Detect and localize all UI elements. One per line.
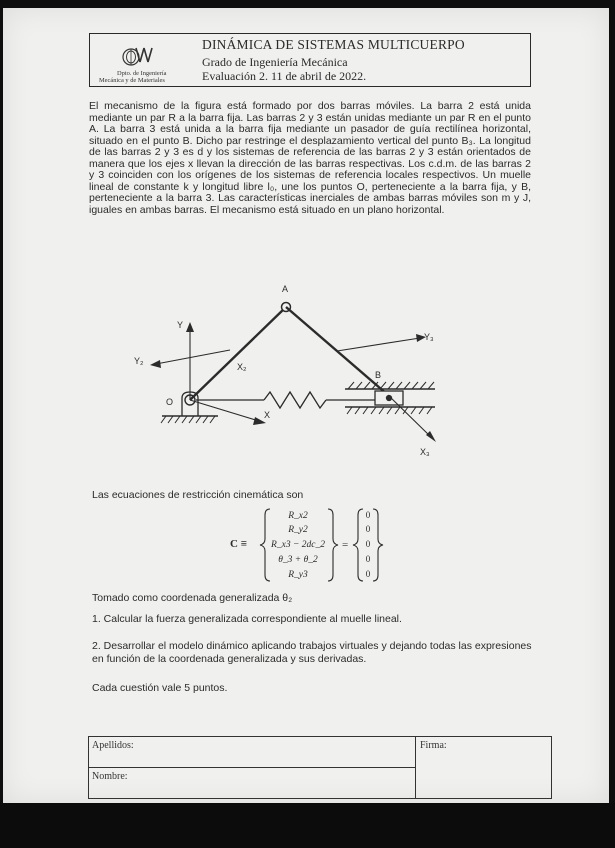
zero-entry: 0 <box>365 569 371 579</box>
axis-Y3 <box>337 338 420 351</box>
zero-entry: 0 <box>365 539 371 549</box>
constraint-equation <box>230 505 390 585</box>
exam-header <box>89 33 531 87</box>
degree-name: Grado de Ingeniería Mecánica <box>202 55 348 69</box>
label-X2: X₂ <box>237 362 247 372</box>
problem-statement: El mecanismo de la figura está formado por dos barras móviles. La barra 2 está unida mediante un par R a la barra fija. Las barras 2 y 3 están unidas mediante un par R en el punto A. La barra 3 está unida a la barra fija mediante un pasador de guía rectilínea horizontal, situado en el punto B. Dicho par restringe el desplazamiento vertical del punto B₃. La longitud de las barras 2 y 3 es d y los sistemas de referencia de las barras 2 y 3 están orientados de manera que los ejes x llevan la dirección de las barras respectivas. Los c.d.m. de las barras 2 y 3 coinciden con los orígenes de los sistemas de referencia locales respectivos. Un muelle lineal de constante k y longitud libre l₀, une los puntos O, perteneciente a la barra fija, y B, perteneciente a la barra 3. Las características inerciales de ambas barras móviles son m y J, iguales en ambas barras. El mecanismo está situado en un plano horizontal. <box>89 100 531 216</box>
equations-intro: Las ecuaciones de restricción cinemática son <box>92 489 304 501</box>
department-line-1: Dpto. de Ingeniería <box>117 70 167 77</box>
signature-field[interactable] <box>416 737 551 798</box>
axis-X3 <box>388 395 432 438</box>
label-X: X <box>264 410 271 420</box>
equals-sign: = <box>342 539 349 551</box>
label-Y2: Y₂ <box>134 356 144 366</box>
points-note: Cada cuestión vale 5 puntos. <box>92 682 228 694</box>
name-field[interactable] <box>89 768 416 798</box>
label-B: B <box>375 370 382 380</box>
axis-Y2-arrow <box>150 360 161 368</box>
constraint-row: R_y3 <box>288 570 308 580</box>
question-2: 2. Desarrollar el modelo dinámico aplicando trabajos virtuales y dejando todas las expresiones en función de la coordenada generalizada y sus derivadas. <box>92 640 532 665</box>
zero-entry: 0 <box>365 524 371 534</box>
student-info-table <box>88 736 552 799</box>
signature-label: Firma: <box>420 740 447 751</box>
constraint-row: R_x2 <box>288 511 308 521</box>
equation-lhs: C ≡ <box>230 538 247 550</box>
department-logo-icon <box>121 42 153 68</box>
label-A: A <box>282 284 289 294</box>
zero-vector-right-brace <box>373 509 383 581</box>
axis-Y2 <box>156 350 230 364</box>
surname-label: Apellidos: <box>92 740 134 751</box>
guide-top-hatch <box>348 382 434 389</box>
axis-X-global <box>190 400 262 422</box>
constraint-row: R_x3 − 2dc_2 <box>271 540 325 550</box>
guide-bottom-hatch <box>347 407 432 414</box>
surname-field[interactable] <box>89 737 416 768</box>
name-label: Nombre: <box>92 771 128 782</box>
axis-X3-arrow <box>426 431 436 442</box>
zero-entry: 0 <box>365 554 371 564</box>
question-1: 1. Calcular la fuerza generalizada correspondiente al muelle lineal. <box>92 613 402 625</box>
axis-Y-arrow <box>186 322 194 332</box>
zero-vector-left-brace <box>353 509 363 581</box>
zero-entry: 0 <box>365 510 371 520</box>
evaluation-date: Evaluación 2. 11 de abril de 2022. <box>202 69 367 83</box>
label-Y3: Y₃ <box>424 332 434 342</box>
spring-coil <box>264 392 326 408</box>
background-edge <box>0 803 615 848</box>
label-O: O <box>166 397 174 407</box>
label-Y: Y <box>177 320 184 330</box>
generalized-coordinate: Tomado como coordenada generalizada θ₂ <box>92 592 293 604</box>
label-X3: X₃ <box>420 447 430 457</box>
ground-hatch-O <box>161 416 215 423</box>
course-title: DINÁMICA DE SISTEMAS MULTICUERPO <box>202 37 465 52</box>
bar-2 <box>190 307 286 400</box>
constraint-row: θ_3 + θ_2 <box>278 555 318 565</box>
department-line-2: Mecánica y de Materiales <box>99 77 165 84</box>
left-brace <box>260 509 270 581</box>
mechanism-figure <box>120 278 450 460</box>
constraint-row: R_y2 <box>288 525 308 535</box>
right-brace <box>328 509 338 581</box>
